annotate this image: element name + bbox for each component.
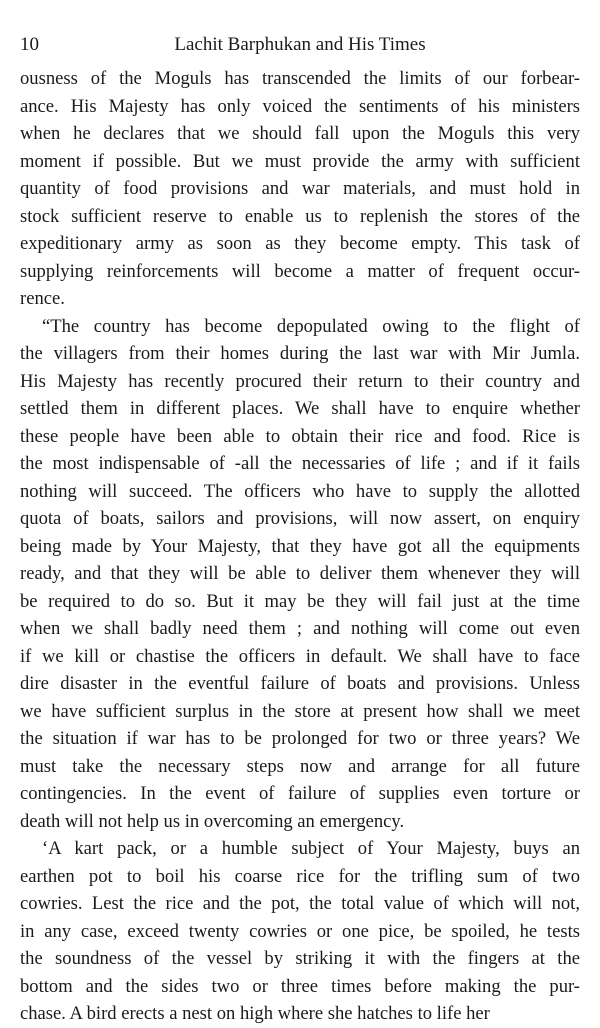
text-line: must take the necessary steps now and arrange for all future xyxy=(20,755,580,777)
text-line: quota of boats, sailors and provisions, will now assert, on enquiry xyxy=(20,508,580,529)
text-line: being made by Your Majesty, that they have got all the equipments xyxy=(20,535,580,557)
text-line: supplying reinforcements will become a matter of frequent occur- xyxy=(20,260,580,282)
text-line: ance. His Majesty has only voiced the sentiments of his ministers xyxy=(20,95,580,117)
text-line: be required to do so. But it may be they will fail just at the time xyxy=(20,590,580,612)
text-line: when we shall badly need them ; and nothing will come out even xyxy=(20,618,580,639)
text-line: quantity of food provisions and war materials, and must hold in xyxy=(20,178,580,199)
text-line: bottom and the sides two or three times before making the pur- xyxy=(20,975,580,997)
text-line: moment if possible. But we must provide the army with sufficient xyxy=(20,150,580,172)
text-line: ready, and that they will be able to deliver them whenever they will xyxy=(20,563,580,584)
text-line: when he declares that we should fall upon the Moguls this very xyxy=(20,123,580,144)
text-line: expeditionary army as soon as they become empty. This task of xyxy=(20,233,580,254)
text-line: death will not help us in overcoming an emergency. xyxy=(20,810,405,832)
text-line: cowries. Lest the rice and the pot, the total value of which will not, xyxy=(20,893,580,914)
text-line: the most indispensable of -all the necessaries of life ; and if it fails xyxy=(20,453,580,474)
page-header xyxy=(20,34,580,60)
text-line: dire disaster in the eventful failure of boats and provisions. Unless xyxy=(20,673,580,694)
text-line: “The country has become depopulated owing to the flight of xyxy=(42,315,580,337)
running-title: Lachit Barphukan and His Times xyxy=(174,34,426,55)
text-line: settled them in different places. We shall have to enquire whether xyxy=(20,398,580,419)
text-line: stock sufficient reserve to enable us to replenish the stores of the xyxy=(20,205,580,227)
text-line: if we kill or chastise the officers in default. We shall have to face xyxy=(20,645,580,667)
text-line: ousness of the Moguls has transcended the limits of our forbear- xyxy=(20,68,580,89)
text-line: the soundness of the vessel by striking it with the fingers at the xyxy=(20,948,580,969)
text-line: His Majesty has recently procured their return to their country and xyxy=(20,370,580,392)
text-line: the villagers from their homes during the last war with Mir Jumla. xyxy=(20,343,580,364)
text-line: ‘A kart pack, or a humble subject of Your Majesty, buys an xyxy=(42,838,580,859)
text-line: the situation if war has to be prolonged for two or three years? We xyxy=(20,728,580,749)
paragraph xyxy=(20,65,580,313)
body-text xyxy=(20,65,580,1028)
text-line: chase. A bird erects a nest on high where she hatches to life her xyxy=(20,1003,490,1024)
text-line: rence. xyxy=(20,288,65,309)
text-line: we have sufficient surplus in the store at present how shall we meet xyxy=(20,700,580,722)
text-line: these people have been able to obtain their rice and food. Rice is xyxy=(20,425,580,447)
paragraph xyxy=(20,313,580,836)
text-line: earthen pot to boil his coarse rice for the trifling sum of two xyxy=(20,865,580,887)
paragraph xyxy=(20,835,580,1028)
text-line: in any case, exceed twenty cowries or one pice, be spoiled, he tests xyxy=(20,920,580,942)
text-line: nothing will succeed. The officers who have to supply the allotted xyxy=(20,480,580,502)
page-number: 10 xyxy=(20,34,39,55)
text-line: contingencies. In the event of failure of supplies even torture or xyxy=(20,783,580,804)
